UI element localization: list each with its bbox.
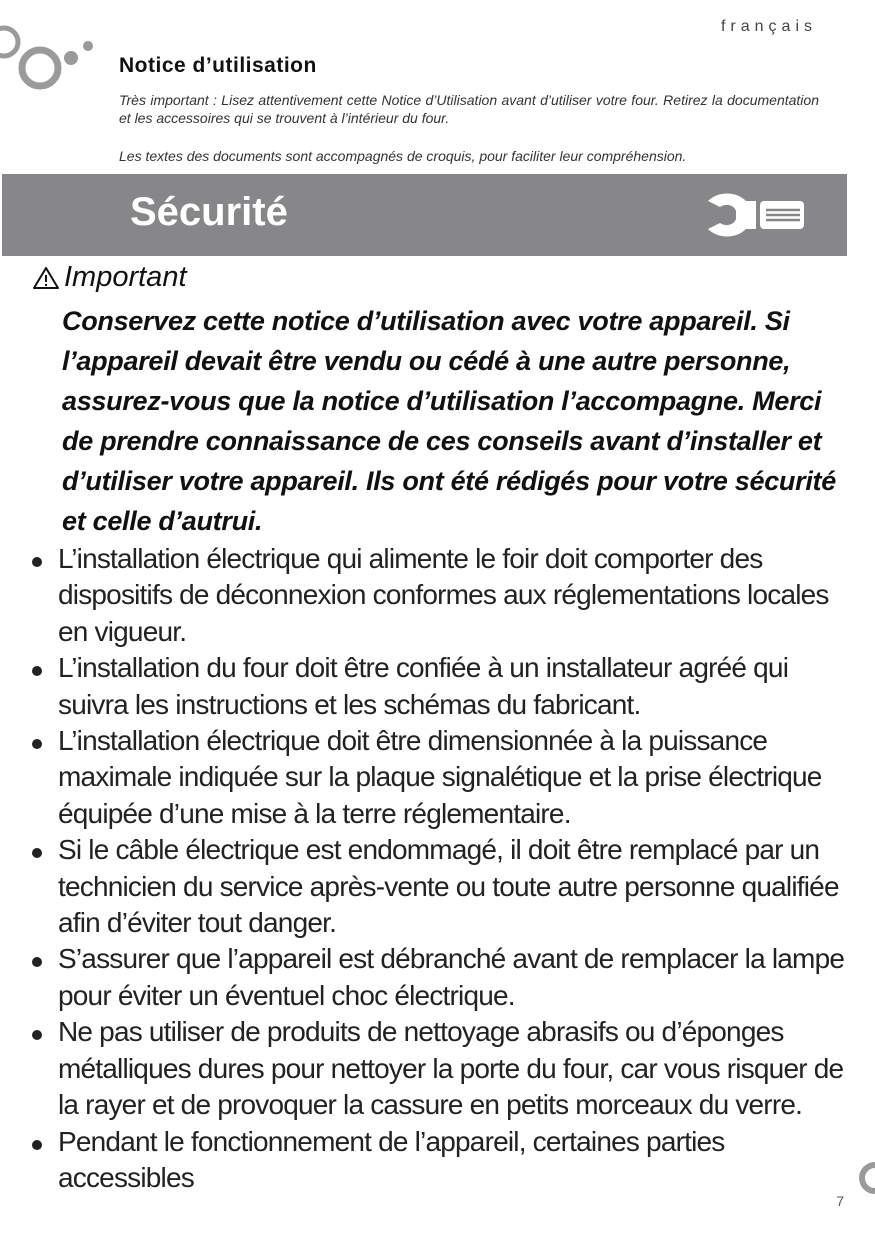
bullet-dot-icon xyxy=(32,1140,42,1150)
list-item xyxy=(30,832,855,941)
list-item xyxy=(30,541,855,650)
warning-triangle-icon xyxy=(32,266,60,290)
important-body: Conservez cette notice d’utilisation avec votre appareil. Si l’appareil devait être vendu ou cédé à une autre personne, assurez-vous que la notice d’utilisation l’accompagne. Merci de prendre connaissance de ces conseils avant d’installer et d’utiliser votre appareil. Ils ont été rédigés pour votre sécurité et celle d’autrui. xyxy=(62,306,836,536)
corner-ring-icon xyxy=(845,1160,875,1196)
page-title: Notice d’utilisation xyxy=(119,54,317,77)
section-title: Sécurité xyxy=(130,190,288,234)
intro-note: Les textes des documents sont accompagnés de croquis, pour faciliter leur compréhension. xyxy=(119,148,687,164)
bullet-dot-icon xyxy=(32,1030,42,1040)
intro-paragraph: Très important : Lisez attentivement cette Notice d’Utilisation avant d’utiliser votre four. Retirez la documentation et les accessoires qui se trouvent à l’intérieur du four. xyxy=(119,92,819,126)
list-item-text: S’assurer que l’appareil est débranché avant de remplacer la lampe pour éviter un éventuel choc électrique. xyxy=(58,943,845,1011)
bullet-dot-icon xyxy=(32,848,42,858)
list-item xyxy=(30,1014,855,1123)
wrench-icon xyxy=(702,189,812,241)
language-label: français xyxy=(720,18,817,35)
list-item xyxy=(30,941,855,1014)
list-item xyxy=(30,650,855,723)
section-banner xyxy=(2,174,847,256)
list-item-text: Ne pas utiliser de produits de nettoyage abrasifs ou d’éponges métalliques dures pour nettoyer la porte du four, car vous risquer de la rayer et de provoquer la cassure en petits morceaux du verre. xyxy=(58,1016,844,1121)
important-heading xyxy=(32,261,187,294)
list-item-text: L’installation du four doit être confiée à un installateur agréé qui suivra les instructions et les schémas du fabricant. xyxy=(58,652,789,720)
list-item-text: Pendant le fonctionnement de l’appareil, certaines parties accessibles xyxy=(58,1125,725,1193)
bullet-dot-icon xyxy=(32,557,42,567)
list-item-text: Si le câble électrique est endommagé, il doit être remplacé par un technicien du service après-vente ou toute autre personne qualifiée afin d’éviter tout danger. xyxy=(58,834,839,939)
list-item-text: L’installation électrique doit être dimensionnée à la puissance maximale indiquée sur la plaque signalétique et la prise électrique équipée d’une mise à la terre réglementaire. xyxy=(58,725,822,829)
safety-list xyxy=(30,541,855,1196)
page-number: 7 xyxy=(836,1193,844,1209)
important-label: Important xyxy=(64,261,187,293)
list-item xyxy=(30,723,855,832)
list-item-text: L’installation électrique qui alimente le foir doit comporter des dispositifs de déconnexion conformes aux réglementations locales en vigueur. xyxy=(58,543,829,647)
bullet-dot-icon xyxy=(32,957,42,967)
list-item xyxy=(30,1124,855,1197)
bullet-dot-icon xyxy=(32,666,42,676)
brand-logo-icon xyxy=(0,18,100,98)
bullet-dot-icon xyxy=(32,739,42,749)
